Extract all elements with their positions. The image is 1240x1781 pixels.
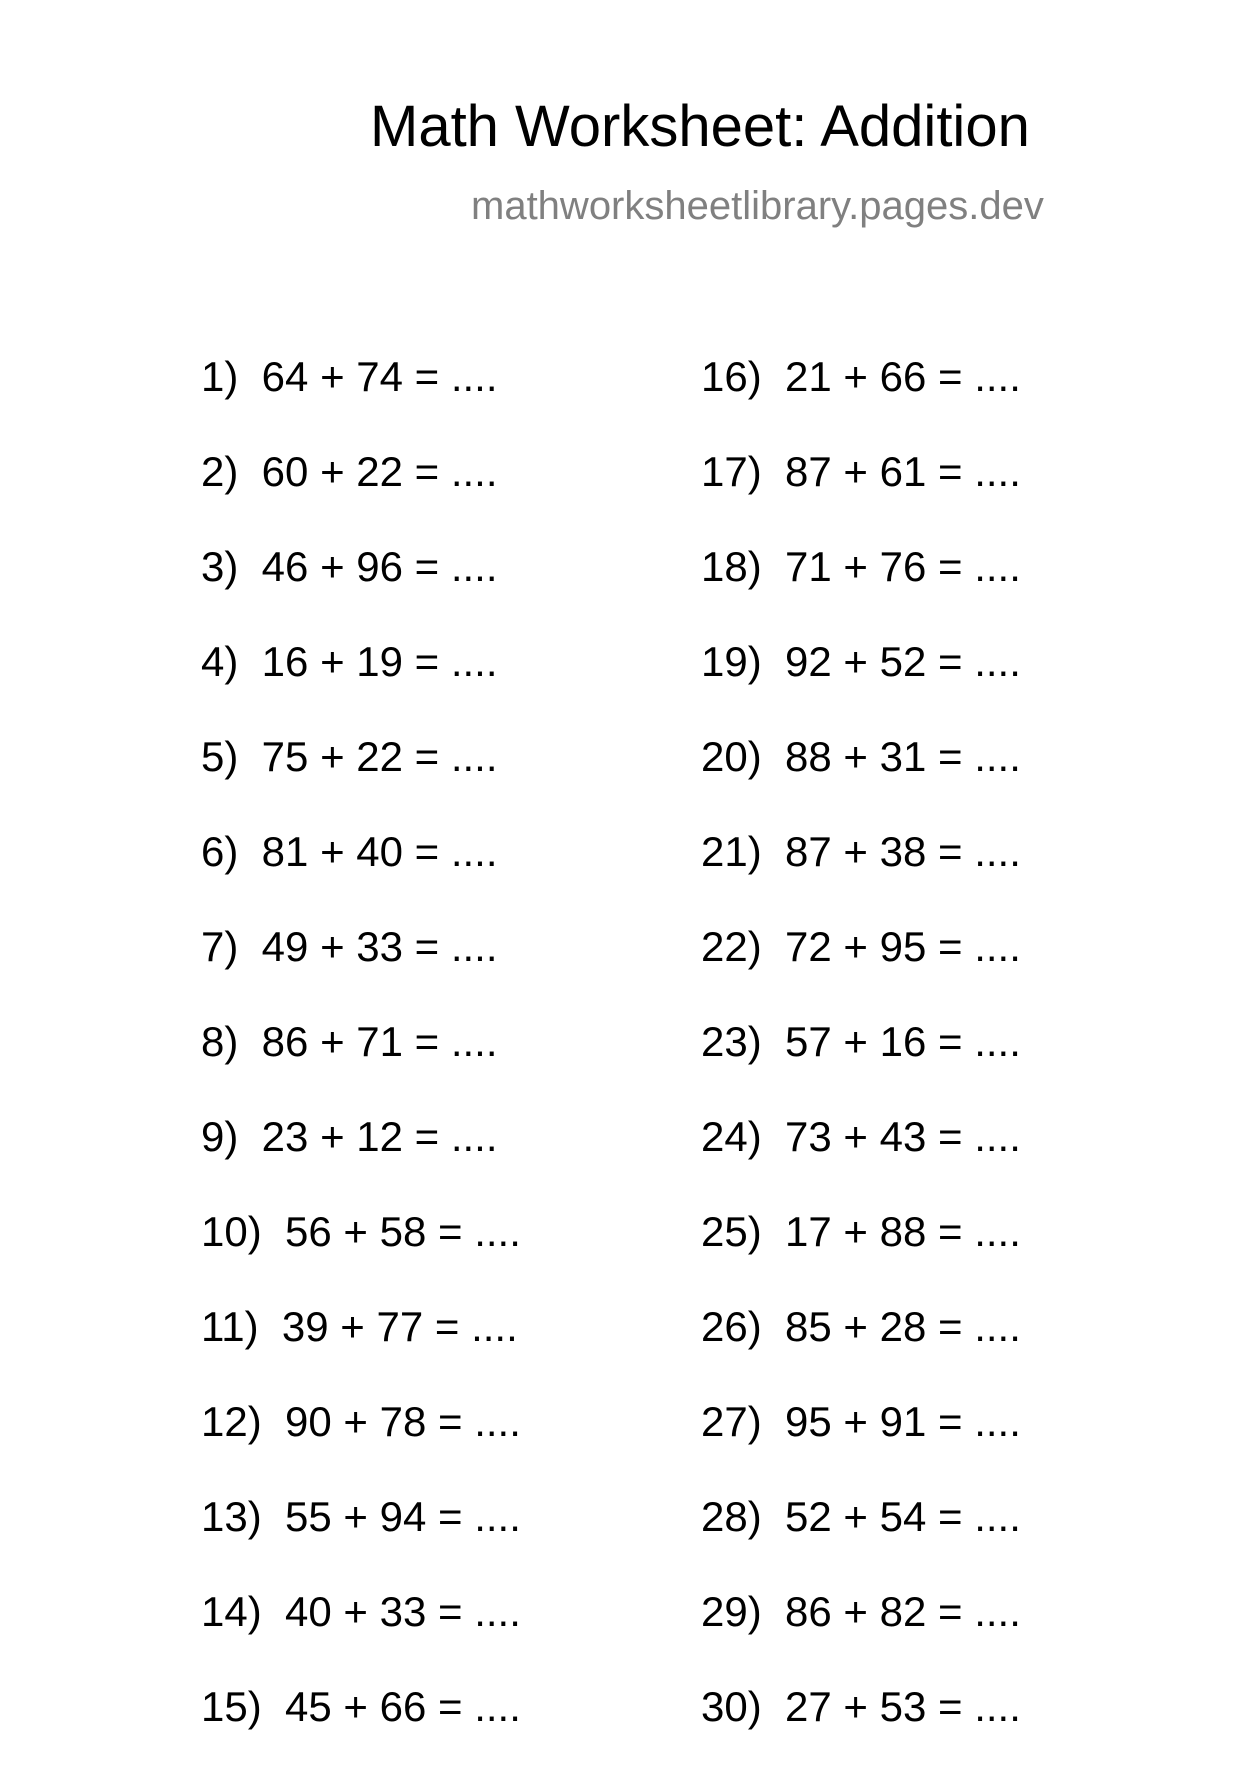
problem-item: 22) 72 + 95 = .... [701, 923, 1021, 970]
problem-item: 9) 23 + 12 = .... [201, 1113, 498, 1160]
problem-item: 24) 73 + 43 = .... [701, 1113, 1021, 1160]
problem-item: 23) 57 + 16 = .... [701, 1018, 1021, 1065]
problem-item: 14) 40 + 33 = .... [201, 1588, 521, 1635]
problem-item: 3) 46 + 96 = .... [201, 543, 498, 590]
problem-item: 28) 52 + 54 = .... [701, 1493, 1021, 1540]
problem-column-left [201, 353, 521, 1781]
problem-item: 19) 92 + 52 = .... [701, 638, 1021, 685]
problem-item: 25) 17 + 88 = .... [701, 1208, 1021, 1255]
problem-item: 18) 71 + 76 = .... [701, 543, 1021, 590]
worksheet-title: Math Worksheet: Addition [370, 94, 1030, 159]
problem-item: 11) 39 + 77 = .... [201, 1303, 518, 1350]
problem-item: 4) 16 + 19 = .... [201, 638, 498, 685]
problem-list [0, 353, 1240, 1736]
problem-item: 16) 21 + 66 = .... [701, 353, 1021, 400]
problem-item: 26) 85 + 28 = .... [701, 1303, 1021, 1350]
problem-item: 7) 49 + 33 = .... [201, 923, 498, 970]
problem-item: 6) 81 + 40 = .... [201, 828, 498, 875]
problem-item: 20) 88 + 31 = .... [701, 733, 1021, 780]
problem-item: 30) 27 + 53 = .... [701, 1683, 1021, 1730]
problem-item: 15) 45 + 66 = .... [201, 1683, 521, 1730]
problem-item: 2) 60 + 22 = .... [201, 448, 498, 495]
problem-item: 10) 56 + 58 = .... [201, 1208, 521, 1255]
problem-item: 12) 90 + 78 = .... [201, 1398, 521, 1445]
problem-item: 21) 87 + 38 = .... [701, 828, 1021, 875]
problem-item: 27) 95 + 91 = .... [701, 1398, 1021, 1445]
problem-item: 8) 86 + 71 = .... [201, 1018, 498, 1065]
worksheet-source: mathworksheetlibrary.pages.dev [471, 184, 1044, 228]
problem-item: 17) 87 + 61 = .... [701, 448, 1021, 495]
problem-item: 29) 86 + 82 = .... [701, 1588, 1021, 1635]
problem-column-right [701, 353, 1021, 1781]
problem-item: 13) 55 + 94 = .... [201, 1493, 521, 1540]
problem-item: 1) 64 + 74 = .... [201, 353, 498, 400]
problem-item: 5) 75 + 22 = .... [201, 733, 498, 780]
